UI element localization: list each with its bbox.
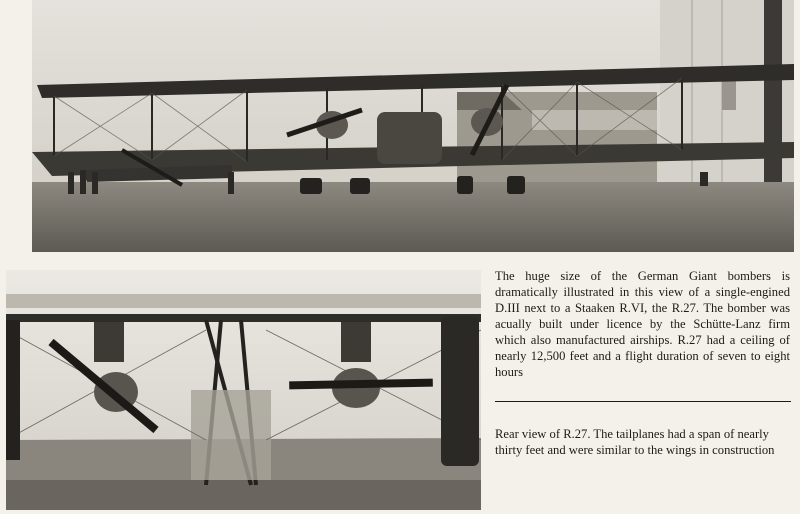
bottom-photograph [6, 270, 481, 510]
caption-divider [495, 401, 791, 402]
first-caption: The huge size of the German Giant bombers is dramatically illustrated in this view of a single-engined D.III next to a Staaken R.VI, the R.27. The bomber was acually built under licence by the Schütte-Lanz firm which also manufactured airships. R.27 had a ceiling of nearly 12,500 feet and a flight duration of seven to eight hours [495, 269, 790, 379]
second-caption: Rear view of R.27. The tailplanes had a span of nearly thirty feet and were similar to the wings in construction [495, 427, 775, 457]
top-photograph [32, 0, 794, 252]
bottom-photograph-illustration [6, 270, 481, 510]
top-photograph-illustration [32, 0, 794, 252]
